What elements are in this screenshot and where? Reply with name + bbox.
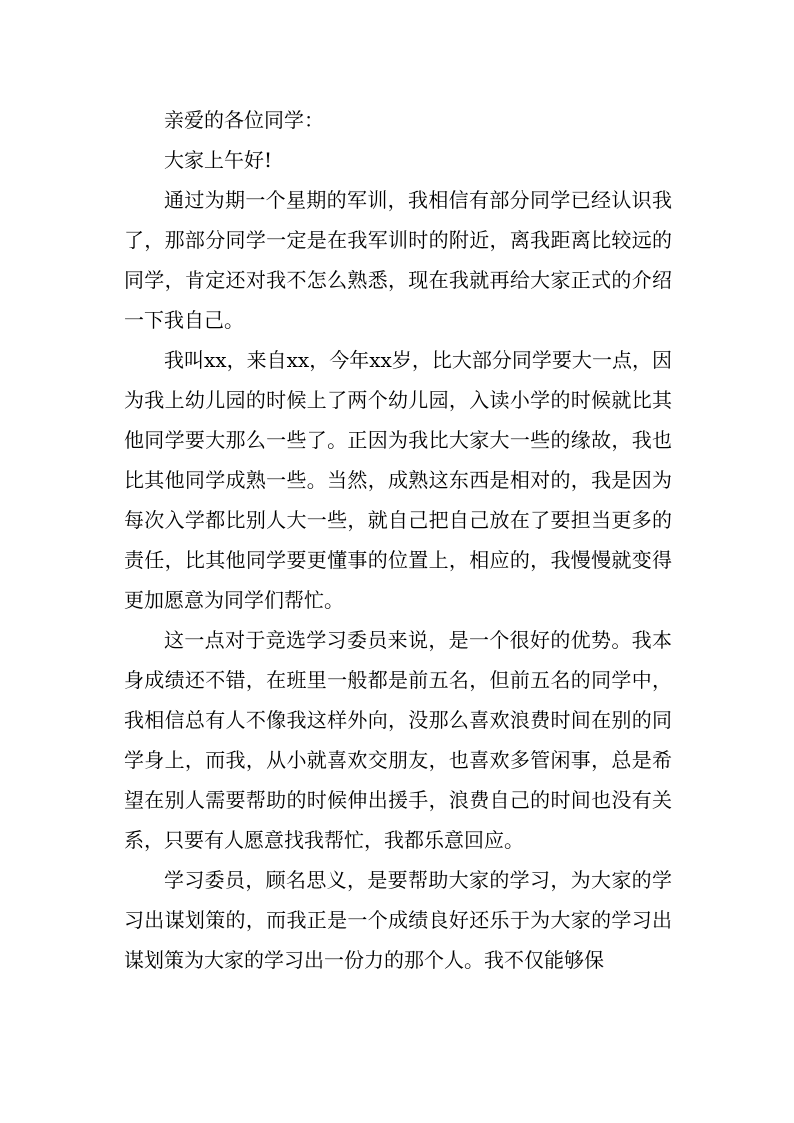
body-paragraph: 通过为期一个星期的军训，我相信有部分同学已经认识我了，那部分同学一定是在我军训时的附近，离我距离比较远的同学，肯定还对我不怎么熟悉，现在我就再给大家正式的介绍一下我自己。 (124, 188, 672, 332)
greeting-paragraph: 亲爱的各位同学： (164, 108, 324, 132)
document-body (124, 100, 672, 980)
salutation-paragraph: 大家上午好! (164, 148, 273, 172)
body-paragraph: 我叫xx，来自xx，今年xx岁，比大部分同学要大一点，因为我上幼儿园的时候上了两个幼儿园，入读小学的时候就比其他同学要大那么一些了。正因为我比大家大一些的缘故，我也比其他同学成熟一些。当然，成熟这东西是相对的，我是因为每次入学都比别人大一些，就自己把自己放在了要担当更多的责任，比其他同学要更懂事的位置上，相应的，我慢慢就变得更加愿意为同学们帮忙。 (124, 348, 672, 612)
body-paragraph: 这一点对于竞选学习委员来说，是一个很好的优势。我本身成绩还不错，在班里一般都是前五名，但前五名的同学中，我相信总有人不像我这样外向，没那么喜欢浪费时间在别的同学身上，而我，从小就喜欢交朋友，也喜欢多管闲事，总是希望在别人需要帮助的时候伸出援手，浪费自己的时间也没有关系，只要有人愿意找我帮忙，我都乐意回应。 (124, 628, 672, 852)
body-paragraph: 学习委员，顾名思义，是要帮助大家的学习，为大家的学习出谋划策的，而我正是一个成绩良好还乐于为大家的学习出谋划策为大家的学习出一份力的那个人。我不仅能够保 (124, 868, 672, 972)
